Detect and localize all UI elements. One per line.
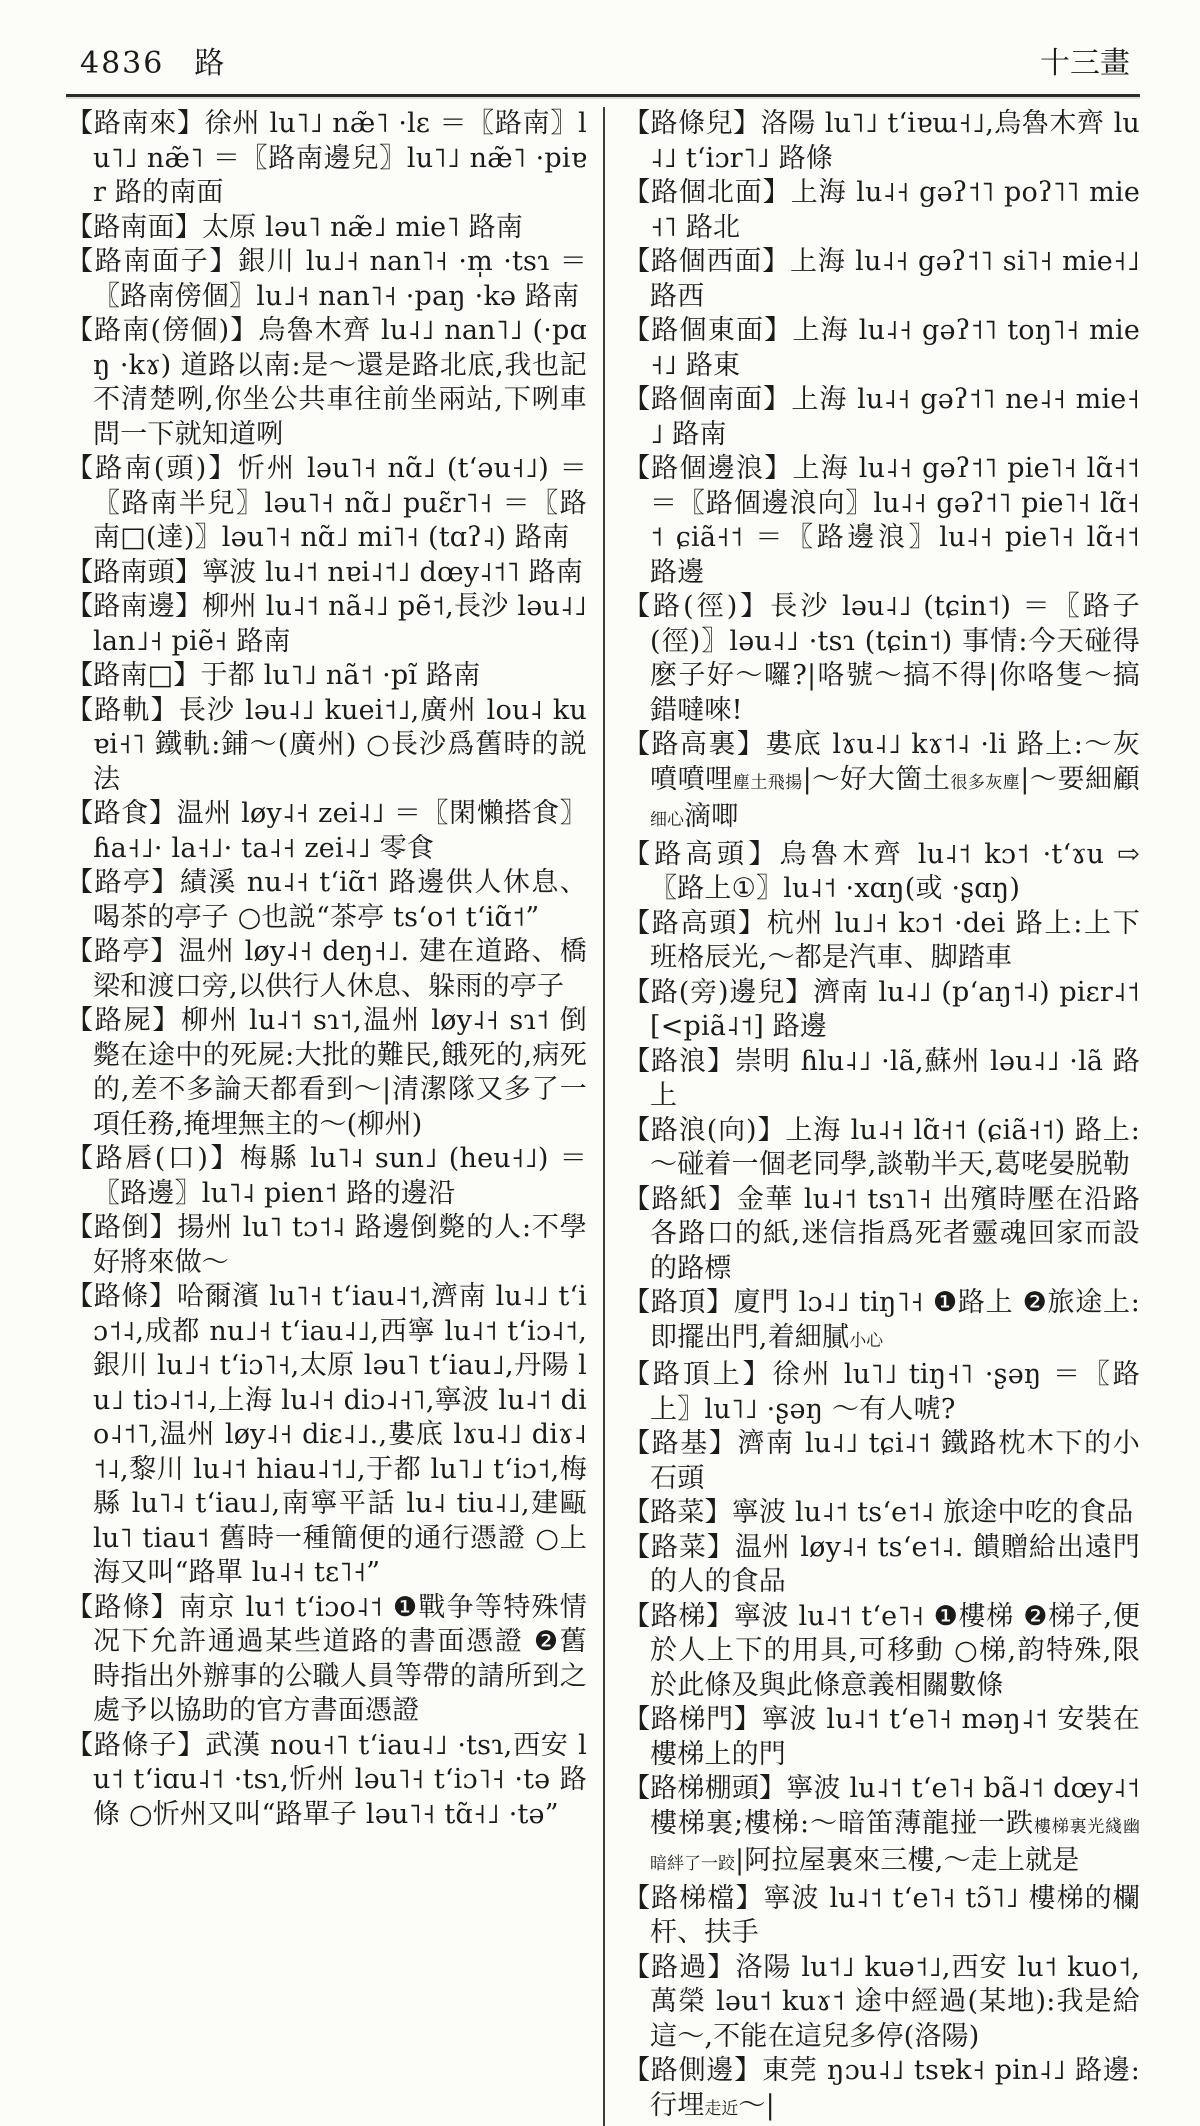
entry-text: 【路(旁)邊兒】濟南 lu˨˩ (pʻaŋ˦˨) piɛr˨˦[<piã˨˦] 路邊 [623, 976, 1140, 1042]
dictionary-entry [623, 1286, 1140, 1358]
dictionary-entry [66, 1211, 587, 1280]
inline-gloss-small: 樓梯裏光綫幽暗絆了一跤 [650, 1816, 1140, 1874]
entry-text: 【路南□】于都 lu˥˩ nã˦ ·pĩ 路南 [66, 660, 481, 691]
page-number: 4836 [80, 46, 165, 81]
entry-text: |～好大箇土 [802, 763, 951, 795]
entry-text: 【路南邊】柳州 lu˨˦ nã˨˩ pẽ˦,長沙 ləu˨˩ lan˩˧ piẽ˧ 路南 [66, 591, 587, 657]
inline-gloss-small: 塵土飛揚 [732, 772, 803, 793]
dictionary-entry [623, 976, 1140, 1045]
entry-text: 【路南(頭)】忻州 ləu˥˧ nɑ̃˩ (tʻəu˧˩) ＝〖路南半兒〗ləu˥˧ nɑ̃˩ puɛ̃r˥˧ ＝〖路南□(達)〗ləu˥˧ nɑ̃˩ mi˥˧ (tɑʔ˨) 路南 [66, 453, 587, 553]
entry-text: 【路條】哈爾濱 lu˥˧ tʻiau˨˦,濟南 lu˨˩ tʻiɔ˦˨,成都 nu˩˧ tʻiau˨˩,西寧 lu˨˦ tʻiɔ˨˦,銀川 lu˩˧ tʻiɔ˥˧,太原 ləu˥ tʻiau˩,丹陽 lu˩ tiɔ˨˦˨,上海 lu˨˧ diɔ˨˧˥,寧波 lu˨˦ dio˨˦˥,温州 løy˨˧ diɛ˨˩.,婁底 lɤu˨˩ diɤ˨˦˨,黎川 lu˨˦ hiau˨˦˩,于都 lu˥˩ tʻiɔ˦,梅縣 lu˥˨ tʻiau˩,南寧平話 lu˨ tiu˨˩,建甌 lu˥ tiau˦ 舊時一種簡便的通行憑證 ○上海又叫“路單 lu˨˧ tɛ˥˧” [66, 1281, 587, 1588]
right-column [603, 107, 1140, 2126]
dictionary-entry [623, 107, 1140, 176]
dictionary-entry [66, 314, 587, 452]
dictionary-entry [623, 1045, 1140, 1114]
entry-text: 【路個東面】上海 lu˨˧ gəʔ˦˥ toŋ˥˧ mie˧˩ 路東 [623, 315, 1140, 381]
entry-text: 【路南頭】寧波 lu˨˦ nɐi˨˦˩ dœy˨˦˥ 路南 [66, 556, 584, 588]
entry-text: 【路亭】温州 løy˨˧ deŋ˧˩. 建在道路、橋梁和渡口旁,以供行人休息、躲雨的亭子 [66, 936, 587, 1002]
entry-text: 【路側邊】東莞 ŋɔu˨˩ tsɐk˧ pin˨˩ 路邊:行埋 [623, 2055, 1140, 2121]
entry-text: |阿拉屋裏來三樓,～走上就是 [735, 1845, 1080, 1876]
entry-text: 【路高頭】杭州 lu˩˧ kɔ˦ ·dei 路上:上下班格辰光,～都是汽車、脚踏車 [623, 907, 1140, 973]
entry-text: 【路個北面】上海 lu˨˧ gəʔ˦˥ poʔ˥˥ mie˧˥ 路北 [623, 177, 1140, 243]
entry-text: 【路個南面】上海 lu˨˧ gəʔ˦˥ ne˨˧ mie˧˩ 路南 [623, 384, 1140, 450]
entry-text: 【路(徑)】長沙 ləu˨˩ (tɕin˦) ＝〖路子(徑)〗ləu˨˩ ·tsɿ (tɕin˦) 事情:今天碰得麽子好～囉?|咯號～搞不得|你咯隻～搞錯噠唻! [623, 591, 1140, 726]
dictionary-entry [66, 211, 587, 246]
entry-text: 【路紙】金華 lu˨˦ tsɿ˥˧ 出殯時壓在沿路各路口的紙,迷信指爲死者靈魂回家而設的路標 [623, 1183, 1140, 1284]
dictionary-entry [66, 1004, 587, 1142]
entry-text: 【路菜】寧波 lu˨˦ tsʻe˦˨ 旅途中吃的食品 [623, 1497, 1134, 1528]
dictionary-entry [623, 176, 1140, 245]
entry-text: 【路梯檔】寧波 lu˨˦ tʻe˥˧ tɔ̃˥˩ 樓梯的欄杆、扶手 [623, 1882, 1140, 1948]
dictionary-entry [623, 1358, 1140, 1427]
dictionary-entry [623, 907, 1140, 976]
dictionary-entry [623, 1951, 1140, 2055]
dictionary-entry [623, 2054, 1140, 2126]
dictionary-entry [623, 1531, 1140, 1600]
dictionary-entry [623, 1427, 1140, 1496]
dictionary-entry [623, 383, 1140, 452]
section-character: 路 [194, 46, 225, 81]
dictionary-entry [623, 1600, 1140, 1704]
entry-text: 【路梯】寧波 lu˨˦ tʻe˥˧ ❶樓梯 ❷梯子,便於人上下的用具,可移動 ○梯,韵特殊,限於此條及與此條意義相關數條 [623, 1600, 1140, 1701]
dictionary-entry [623, 1703, 1140, 1772]
entry-text: 【路南面】太原 ləu˥ næ̃˩ mie˥ 路南 [66, 211, 524, 243]
entry-text: 【路亭】績溪 nu˨˧ tʻiɑ̃˦ 路邊供人休息、喝茶的亭子 ○也説“茶亭 tsʻo˦ tʻiɑ̃˦” [66, 867, 587, 933]
entry-text: 【路倒】揚州 lu˥ tɔ˦˨ 路邊倒斃的人:不學好將來做～ [66, 1212, 587, 1278]
entry-text: 【路高裏】婁底 lɤu˨˩ kɤ˦˨ ·li 路上:～灰噴噴哩 [623, 729, 1140, 795]
entry-text: 【路唇(口)】梅縣 lu˥˨ sun˩ (heu˧˩) ＝〖路邊〗lu˥˨ pien˦ 路的邊沿 [66, 1143, 587, 1209]
dictionary-entry [623, 1114, 1140, 1183]
entry-text: 【路屍】柳州 lu˨˦ sɿ˦,温州 løy˨˧ sɿ˦ 倒斃在途中的死屍:大批的難民,餓死的,病死的,差不多論天都看到～|清潔隊又多了一項任務,掩埋無主的～(柳州) [66, 1005, 587, 1140]
inline-gloss-small: 小心 [849, 1330, 884, 1351]
dictionary-entry [66, 556, 587, 591]
dictionary-entry [623, 838, 1140, 907]
dictionary-entry [66, 866, 587, 935]
entry-text: 【路南來】徐州 lu˥˩ næ̃˥ ·lɛ ＝〖路南〗lu˥˩ næ̃˥ ＝〖路南邊兒〗lu˥˩ næ̃˥ ·piɐr 路的南面 [66, 108, 587, 208]
dictionary-entry [66, 107, 587, 211]
entry-text: 【路梯門】寧波 lu˨˦ tʻe˥˧ məŋ˨˦ 安裝在樓梯上的門 [623, 1704, 1140, 1770]
entry-text: 【路基】濟南 lu˨˩ tɕi˨˦ 鐵路枕木下的小石頭 [623, 1428, 1140, 1494]
dictionary-entry [623, 1496, 1140, 1531]
inline-gloss-small: 很多灰塵 [950, 772, 1021, 793]
dictionary-entry [623, 728, 1140, 838]
entry-text: 【路浪】崇明 ɦlu˨˩ ·lã,蘇州 ləu˨˩ ·lã 路上 [623, 1045, 1140, 1111]
entry-text: 【路條】南京 lu˦ tʻiɔo˨˦ ❶戰争等特殊情况下允許通過某些道路的書面憑證 ❷舊時指出外辦事的公職人員等帶的請所到之處予以協助的官方書面憑證 [66, 1591, 587, 1726]
stroke-count-label: 十三畫 [1040, 46, 1130, 81]
inline-gloss-small: 细心 [650, 810, 684, 830]
entry-text: ～| [738, 2089, 775, 2121]
dictionary-entry [623, 590, 1140, 728]
dictionary-columns [66, 107, 1140, 2126]
dictionary-entry [623, 1772, 1140, 1882]
entry-text: 【路軌】長沙 ləu˨˩ kuei˦˩,廣州 lou˨ kuɐi˧˥ 鐵軌:鋪～(廣州) ○長沙爲舊時的説法 [66, 694, 587, 795]
dictionary-entry [623, 452, 1140, 590]
entry-text: 【路過】洛陽 lu˦˩ kuə˦˩,西安 lu˦ kuo˦,萬榮 ləu˦ kuɤ˦ 途中經過(某地):我是給這～,不能在這兒多停(洛陽) [623, 1951, 1140, 2052]
dictionary-entry [66, 1280, 587, 1591]
dictionary-entry [66, 797, 587, 866]
entry-text: 【路條兒】洛陽 lu˥˩ tʻiɐɯ˧˩,烏魯木齊 lu˨˩ tʻiɔr˥˩ 路條 [623, 108, 1140, 174]
entry-text: 【路南面子】銀川 lu˩˧ nan˥˧ ·m̩ ·tsɿ ＝〖路南傍個〗lu˩˧ nan˥˧ ·paŋ ·kə 路南 [66, 246, 587, 312]
entry-text: 【路食】温州 løy˨˧ zei˨˩ ＝〖閑懶搭食〗ɦa˧˩· la˧˩· ta˨˧ zei˨˩ 零食 [66, 798, 587, 864]
entry-text: 【路條子】武漢 nou˧˥ tʻiau˨˩ ·tsɿ,西安 lu˦ tʻiɑu˨˦ ·tsɿ,忻州 ləu˥˧ tʻiɔ˥˧ ·tə 路條 ○忻州又叫“路單子 ləu˥˧ tɑ̃˧˩ ·tə” [66, 1729, 587, 1830]
entry-text: 【路梯棚頭】寧波 lu˨˦ tʻe˥˧ bã˨˦ dœy˨˦ 樓梯裏;樓梯:～暗笛薄龍掽一跌 [623, 1773, 1140, 1839]
dictionary-entry [66, 452, 587, 556]
dictionary-entry [623, 245, 1140, 314]
entry-text: 【路個邊浪】上海 lu˨˧ gəʔ˦˥ pie˥˧ lɑ̃˧˦ ＝〖路個邊浪向〗lu˨˧ gəʔ˦˥ pie˥˧ lɑ̃˧˦ ɕiã˧˦ ＝〖路邊浪〗lu˨˧ pie˥˧ lɑ̃˧˦ 路邊 [623, 453, 1140, 588]
header-rule [66, 94, 1140, 97]
dictionary-entry [623, 314, 1140, 383]
entry-text: 【路高頭】烏魯木齊 lu˨˦ kɔ˦ ·tʻɤu ⇨〖路上①〗lu˨˦ ·xɑŋ(或 ·ʂɑŋ) [623, 838, 1140, 904]
entry-text: 【路菜】温州 løy˨˧ tsʻe˦˨. 饋贈給出遠門的人的食品 [623, 1531, 1140, 1597]
entry-text: 【路個西面】上海 lu˨˧ gəʔ˦˥ si˥˧ mie˧˩ 路西 [623, 246, 1140, 312]
entry-text: 【路頂上】徐州 lu˥˩ tiŋ˧˥ ·ʂəŋ ＝〖路上〗lu˥˩ ·ʂəŋ ～有人唬? [623, 1359, 1140, 1425]
dictionary-entry [623, 1882, 1140, 1951]
entry-text: 滴唧 [684, 801, 739, 832]
page-header-left [80, 46, 224, 82]
left-column [66, 107, 603, 2126]
page-header [66, 34, 1140, 94]
entry-text: 【路南(傍個)】烏魯木齊 lu˨˩ nan˥˩ (·pɑŋ ·kɤ) 道路以南:是～還是路北底,我也記不清楚咧,你坐公共車往前坐兩站,下咧車問一下就知道咧 [66, 315, 587, 450]
dictionary-entry [66, 694, 587, 798]
dictionary-entry [66, 590, 587, 659]
inline-gloss-small: 走近 [704, 2098, 739, 2119]
dictionary-entry [66, 659, 587, 694]
dictionary-entry [66, 1729, 587, 1833]
dictionary-entry [623, 1183, 1140, 1287]
entry-text: |～要細顧 [1020, 763, 1141, 795]
dictionary-entry [66, 1591, 587, 1729]
entry-text: 【路頂】廈門 lɔ˨˩ tiŋ˥˧ ❶路上 ❷旅途上:即擺出門,着細膩 [623, 1287, 1140, 1353]
dictionary-entry [66, 935, 587, 1004]
entry-text: 【路浪(向)】上海 lu˨˧ lɑ̃˧˦ (ɕiã˧˦) 路上:～碰着一個老同學,談勒半天,葛咾晏脱勒 [623, 1114, 1140, 1180]
dictionary-entry [66, 245, 587, 314]
dictionary-entry [66, 1142, 587, 1211]
